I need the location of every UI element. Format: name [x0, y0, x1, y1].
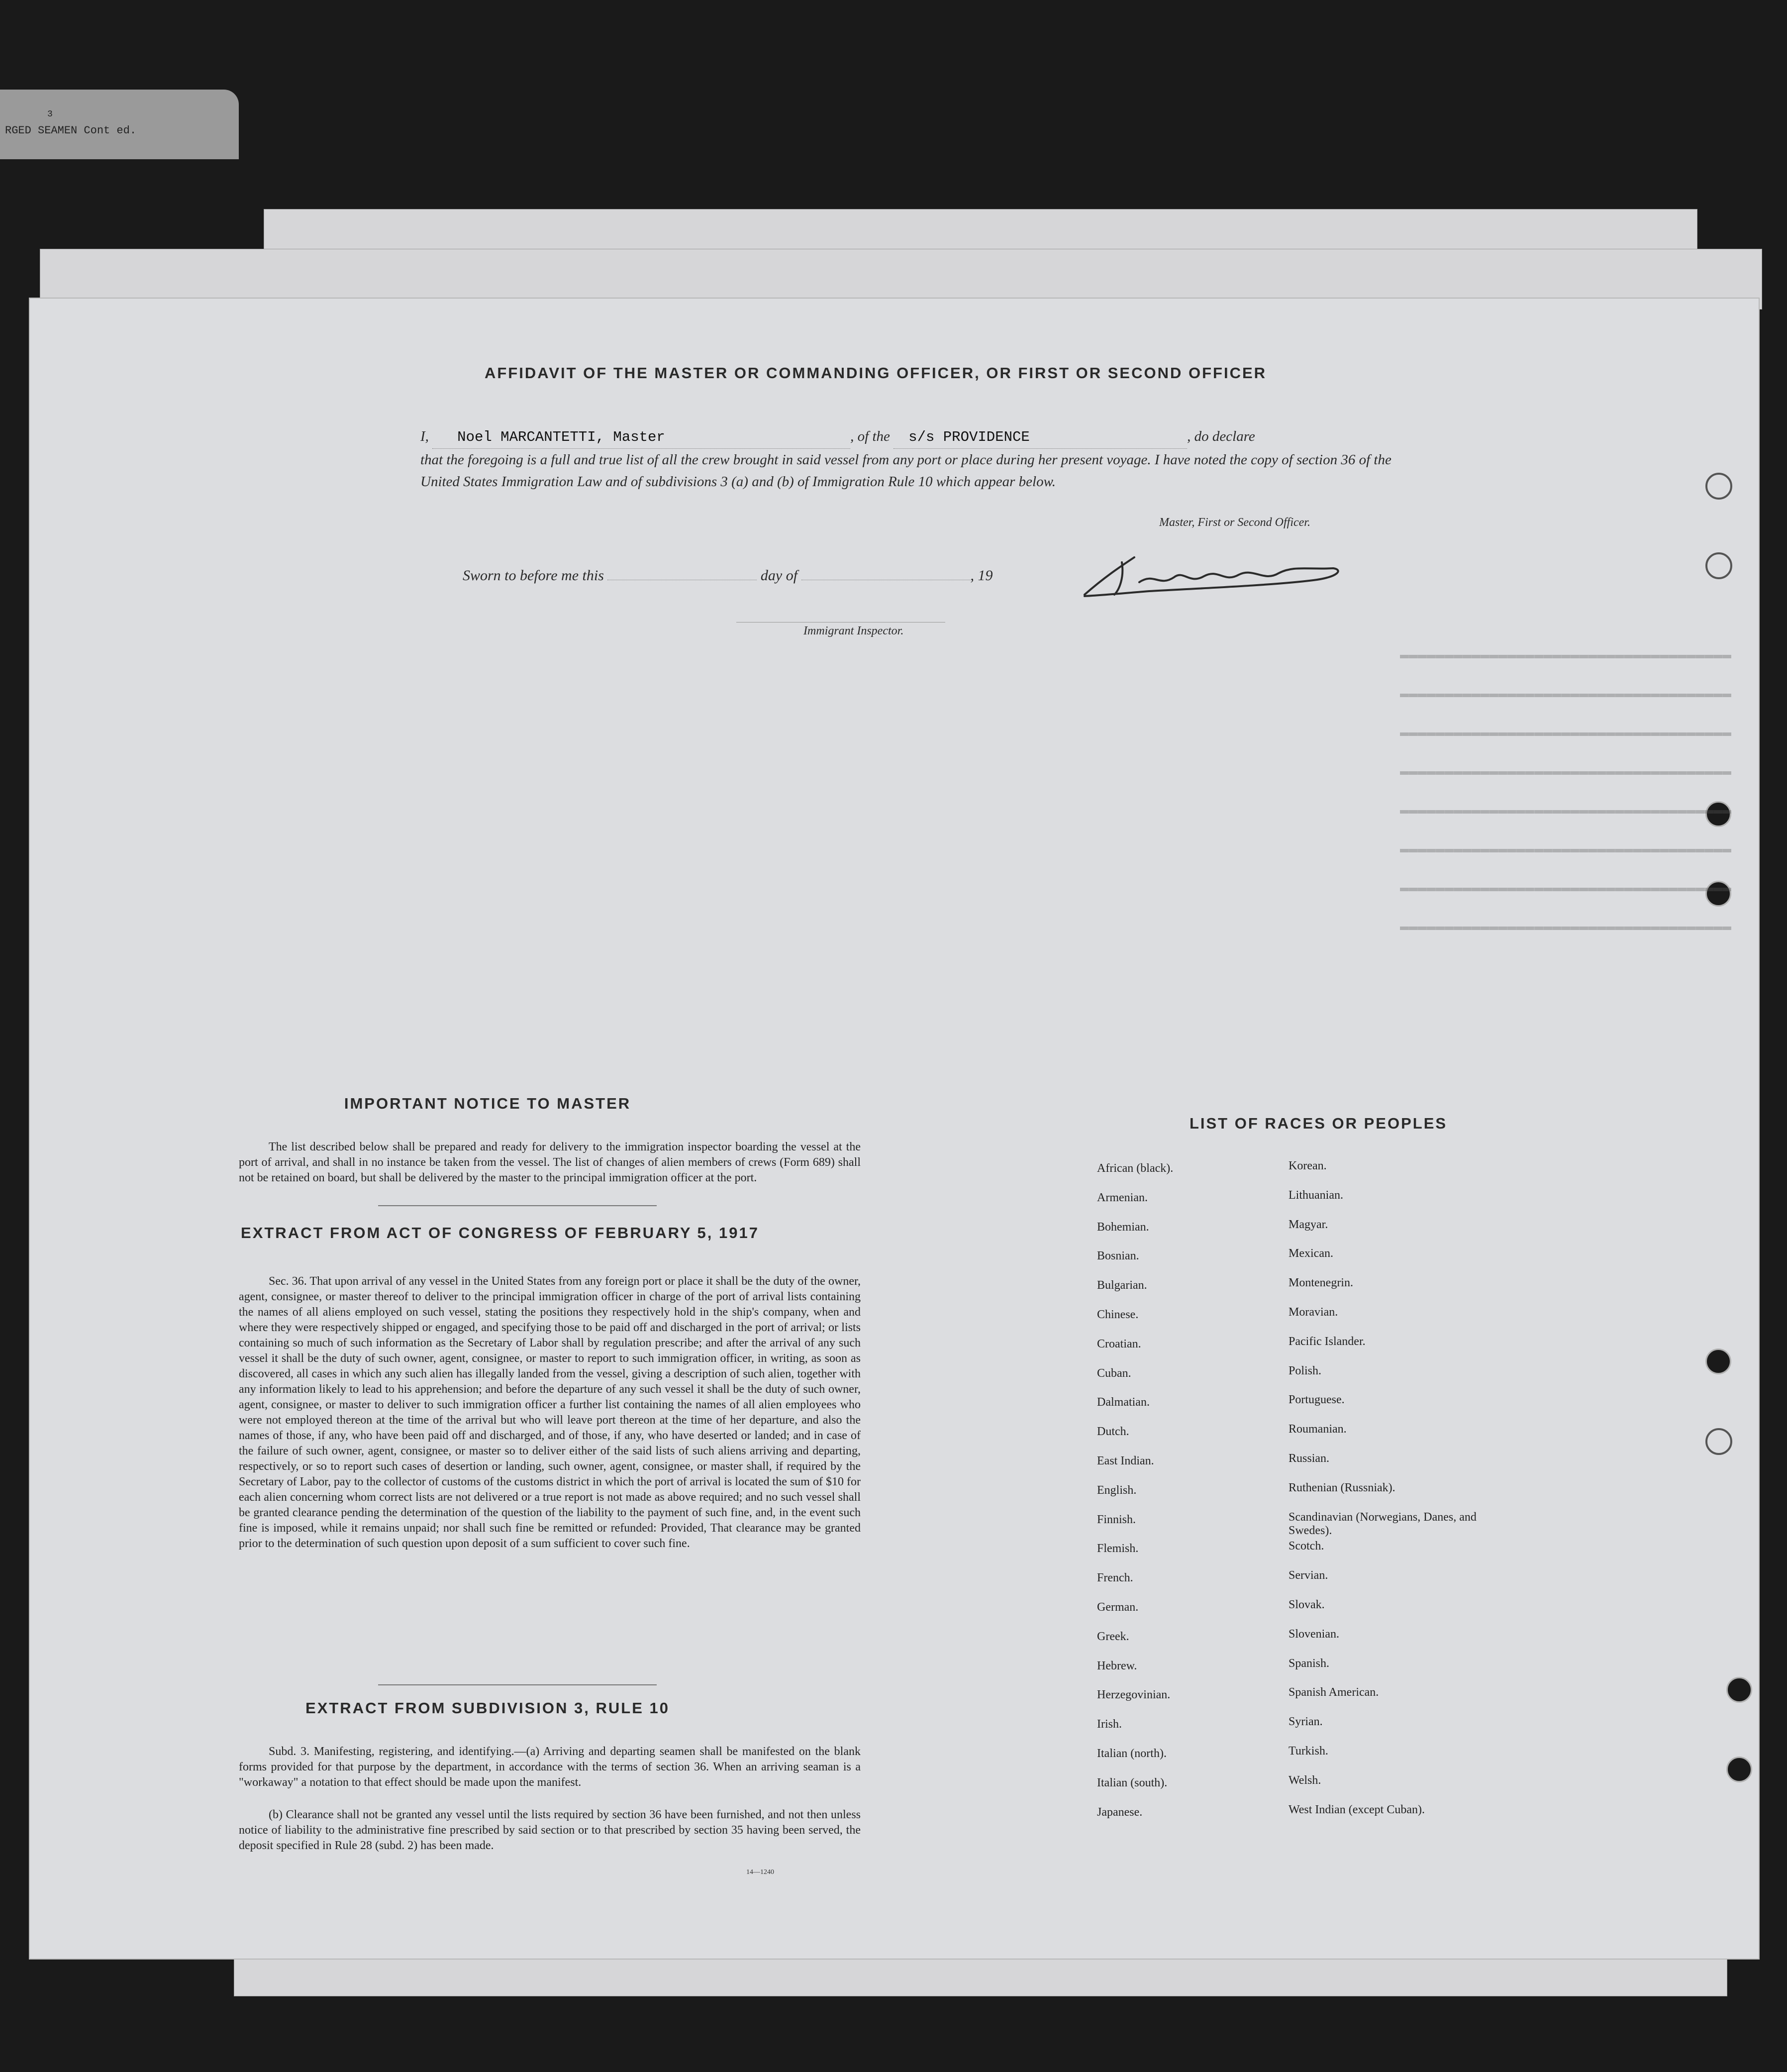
declaration-paragraph: [420, 425, 1410, 493]
race-item: Slovak.: [1289, 1598, 1325, 1611]
of-the-text: , of the: [850, 428, 890, 444]
vessel-name: s/s PROVIDENCE: [908, 429, 1030, 445]
race-item: Japanese.: [1097, 1805, 1143, 1819]
race-item: Finnish.: [1097, 1513, 1136, 1526]
binder-hole: [1726, 1677, 1752, 1703]
declaration-body: that the foregoing is a full and true list of all the crew brought in said vessel from any port or place during her present voyage. I have noted the copy of section 36 of the United States Immigration Law and of subdivisions 3 (a) and (b) of Immigration Rule 10 which appear below.: [420, 452, 1391, 490]
race-item: Irish.: [1097, 1718, 1122, 1731]
rule-text-a: Subd. 3. Manifesting, registering, and identifying.—(a) Arriving and departing seamen shall be manifested on the blank forms provided for that purpose by the department, in accordance with the terms of section 36. When an arriving seaman is a "workaway" a notation to that effect should be made upon the manifest.: [239, 1745, 861, 1789]
race-item: English.: [1097, 1483, 1137, 1497]
race-item: French.: [1097, 1571, 1133, 1585]
master-name: Noel MARCANTETTI, Master: [457, 429, 665, 445]
binder-hole: [1705, 552, 1732, 579]
race-item: Armenian.: [1097, 1191, 1148, 1204]
form-number: 14—1240: [746, 1868, 774, 1876]
binder-hole: [1726, 1757, 1752, 1782]
day-of-text: day of: [760, 567, 798, 584]
binder-hole: [1705, 1428, 1732, 1455]
race-item: West Indian (except Cuban).: [1289, 1803, 1425, 1816]
year-prefix: , 19: [970, 567, 993, 584]
affidavit-title: AFFIDAVIT OF THE MASTER OR COMMANDING OFFICER, OR FIRST OR SECOND OFFICER: [484, 364, 1267, 382]
divider: [378, 1205, 657, 1206]
rule-heading: EXTRACT FROM SUBDIVISION 3, RULE 10: [305, 1699, 670, 1717]
officer-role-caption: Master, First or Second Officer.: [1159, 516, 1310, 529]
race-item: Portuguese.: [1289, 1393, 1345, 1407]
affidavit-page: [30, 299, 1759, 1959]
race-item: Montenegrin.: [1289, 1276, 1353, 1290]
master-name-field: [432, 425, 850, 449]
race-item: Syrian.: [1289, 1715, 1323, 1729]
race-item: Pacific Islander.: [1289, 1335, 1366, 1348]
race-item: Dalmatian.: [1097, 1396, 1150, 1409]
vessel-field: [894, 425, 1187, 449]
tab-label: RGED SEAMEN Cont ed.: [5, 124, 137, 137]
race-item: Italian (north).: [1097, 1747, 1167, 1760]
race-item: Dutch.: [1097, 1425, 1129, 1439]
race-item: Croatian.: [1097, 1337, 1141, 1350]
race-item: Cuban.: [1097, 1366, 1131, 1380]
race-item: German.: [1097, 1600, 1139, 1614]
notice-text: The list described below shall be prepared and ready for delivery to the immigration inspector boarding the vessel at the port of arrival, and shall in no instance be taken from the vessel. The list of changes of alien members of crews (Form 689) shall not be retained on board, but shall be delivered by the master to the principal immigration officer at the port.: [239, 1140, 861, 1184]
race-item: Moravian.: [1289, 1305, 1338, 1319]
race-item: Roumanian.: [1289, 1423, 1347, 1436]
divider: [378, 1684, 657, 1685]
race-item: Magyar.: [1289, 1218, 1328, 1231]
inspector-caption: Immigrant Inspector.: [803, 624, 904, 637]
race-item: African (black).: [1097, 1162, 1174, 1175]
race-item: Servian.: [1289, 1569, 1328, 1582]
race-item: Bulgarian.: [1097, 1279, 1147, 1292]
folder-tab: [0, 90, 239, 159]
race-item: Spanish American.: [1289, 1686, 1379, 1699]
race-item: Spanish.: [1289, 1657, 1330, 1670]
race-item: Hebrew.: [1097, 1659, 1137, 1672]
race-item: Ruthenian (Russniak).: [1289, 1481, 1395, 1494]
sworn-line: [463, 567, 993, 584]
races-heading: LIST OF RACES OR PEOPLES: [1189, 1115, 1448, 1132]
act-text: Sec. 36. That upon arrival of any vessel in the United States from any foreign port or place it shall be the duty of the owner, agent, consignee, or master thereof to deliver to the principal immigration officer in charge of the port of arrival lists containing the names of all aliens employed on such vessel, stating the positions they respectively hold in the ship's company, when and where they were respectively shipped or engaged, and specifying those to be paid off and discharged in the port of arrival; or lists containing so much of such information as the Secretary of Labor shall by regulation prescribe; and after the arrival of any such vessel it shall be the duty of such owner, agent, consignee, or master to report to such immigration officer, in writing, as soon as discovered, all cases in which any such alien has illegally landed from the vessel, giving a description of such alien, together with any information likely to lead to his apprehension; and before the departure of any such vessel it shall be the duty of such owner, agent, consignee, or master to deliver to such immigration officer a further list containing the names of all alien employees who were not employed thereon at the time of the arrival but who will leave port thereon at the time of her departure, and also the names of those, if any, who have been paid off and discharged, and of those, if any, who have deserted or landed; and in case of the failure of such owner, agent, consignee, or master so to deliver either of the said lists of such aliens arriving and departing, respectively, or so to report such cases of desertion or landing, such owner, agent, consignee, or master shall, if required by the Secretary of Labor, pay to the collector of customs of the customs district in which the port of arrival is located the sum of $10 for each alien concerning whom correct lists are not delivered or a true report is not made as above required; and no such vessel shall be granted clearance pending the determination of the question of the liability to the payment of such fine, and, in the event such fine is imposed, while it remains unpaid; nor shall such fine be remitted or refunded: Provided, That clearance may be granted prior to the determination of such question upon deposit of a sum sufficient to cover such fine.: [239, 1275, 861, 1550]
notice-heading: IMPORTANT NOTICE TO MASTER: [344, 1095, 631, 1112]
races-left-column: [1097, 1162, 1276, 1835]
sworn-text: Sworn to before me this: [463, 567, 604, 584]
tab-number: 3: [47, 109, 53, 119]
race-item: Polish.: [1289, 1364, 1322, 1377]
race-item: Scandinavian (Norwegians, Danes, and Swedes).: [1289, 1510, 1477, 1537]
race-item: Russian.: [1289, 1451, 1330, 1465]
race-item: Mexican.: [1289, 1247, 1333, 1260]
master-signature: [1075, 547, 1353, 602]
race-item: Bosnian.: [1097, 1249, 1139, 1263]
declaration-i: I,: [420, 428, 429, 444]
bleed-through-crew-list: ▬▬▬▬▬▬▬▬▬▬▬▬▬▬▬▬▬▬▬▬▬▬▬▬▬▬▬▬▬▬▬▬▬▬▬▬▬ ▬▬▬▬▬▬▬▬▬▬▬▬▬▬▬▬▬▬▬▬▬▬▬▬▬▬▬▬▬▬▬▬▬▬▬▬▬ ▬▬▬▬▬▬▬▬▬▬▬▬▬▬▬▬▬▬▬▬▬▬▬▬▬▬▬▬▬▬▬▬▬▬▬▬▬ ▬▬▬▬▬▬▬▬▬▬▬▬▬▬▬▬▬▬▬▬▬▬▬▬▬▬▬▬▬▬▬▬▬▬▬▬▬ ▬▬▬▬▬▬▬▬▬▬▬▬▬▬▬▬▬▬▬▬▬▬▬▬▬▬▬▬▬▬▬▬▬▬▬▬▬ ▬▬▬▬▬▬▬▬▬▬▬▬▬▬▬▬▬▬▬▬▬▬▬▬▬▬▬▬▬▬▬▬▬▬▬▬▬ ▬▬▬▬▬▬▬▬▬▬▬▬▬▬▬▬▬▬▬▬▬▬▬▬▬▬▬▬▬▬▬▬▬▬▬▬▬ ▬▬▬▬▬▬▬▬▬▬▬▬▬▬▬▬▬▬▬▬▬▬▬▬▬▬▬▬▬▬▬▬▬▬▬▬▬: [1399, 647, 1731, 935]
race-item: Bohemian.: [1097, 1220, 1149, 1234]
rule-text-b: (b) Clearance shall not be granted any vessel until the lists required by section 36 have been furnished, and not then unless notice of liability to the administrative fine prescribed by said section or to that prescribed by section 35 having been served, the deposit specified in Rule 28 (subd. 2) has been made.: [239, 1808, 861, 1852]
race-item: Slovenian.: [1289, 1627, 1339, 1641]
race-item: Herzegovinian.: [1097, 1688, 1171, 1702]
race-item: Italian (south).: [1097, 1776, 1168, 1789]
race-item: Turkish.: [1289, 1744, 1328, 1758]
binder-hole: [1705, 473, 1732, 500]
race-item: East Indian.: [1097, 1454, 1154, 1467]
race-item: Lithuanian.: [1289, 1188, 1343, 1202]
races-right-column: [1289, 1159, 1517, 1832]
act-heading: EXTRACT FROM ACT OF CONGRESS OF FEBRUARY 5, 1917: [241, 1224, 759, 1242]
race-item: Welsh.: [1289, 1773, 1321, 1787]
race-item: Korean.: [1289, 1159, 1327, 1172]
race-item: Scotch.: [1289, 1540, 1324, 1553]
do-declare-text: , do declare: [1187, 428, 1255, 444]
binder-hole: [1705, 1348, 1731, 1374]
race-item: Greek.: [1097, 1630, 1129, 1643]
race-item: Flemish.: [1097, 1542, 1139, 1555]
race-item: Chinese.: [1097, 1308, 1139, 1321]
